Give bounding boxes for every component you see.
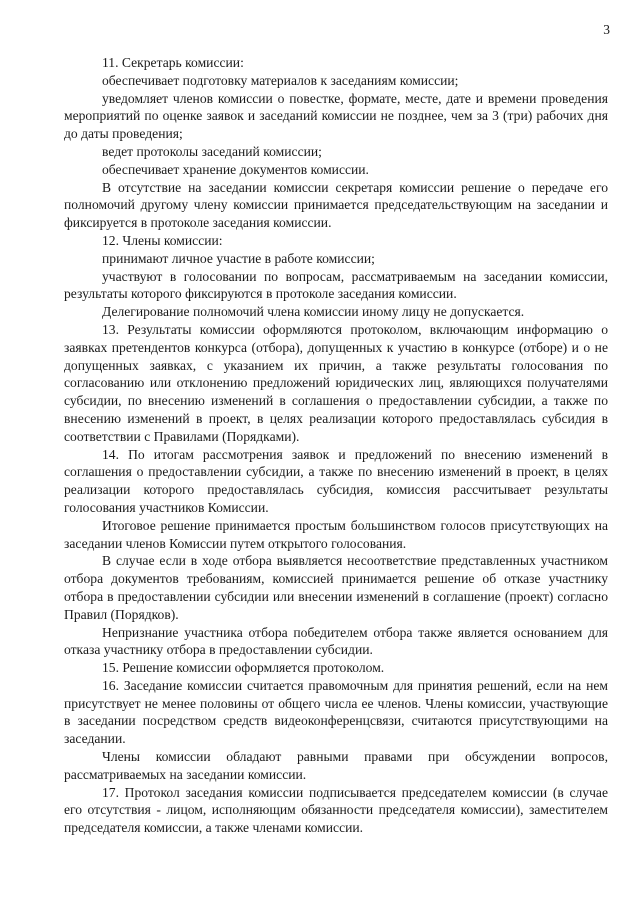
paragraph: уведомляет членов комиссии о повестке, формате, месте, дате и времени проведения мероприятий по оценке заявок и заседаний комиссии не позднее, чем за 3 (три) рабочих дня до даты проведения; [64,90,608,142]
document-body [64,54,608,837]
paragraph-11-heading: 11. Секретарь комиссии: [102,55,244,70]
paragraph: Итоговое решение принимается простым большинством голосов присутствующих на заседании членов Комиссии путем открытого голосования. [64,517,608,551]
paragraph: принимают личное участие в работе комиссии; [102,250,375,266]
paragraph: ведет протоколы заседаний комиссии; [102,143,322,159]
paragraph: В отсутствие на заседании комиссии секретаря комиссии решение о передаче его полномочий другому члену комиссии принимается председательствующим на заседании и фиксируется в протоколе заседания комиссии. [64,179,608,231]
page-number: 3 [603,22,610,37]
paragraph-15: 15. Решение комиссии оформляется протоколом. [102,660,385,676]
paragraph-14: 14. По итогам рассмотрения заявок и предложений по внесению изменений в соглашения о предоставлении субсидии, а также по внесению изменений в проект, в целях реализации которого предоставлялась субсидия, комиссия рассчитывает результаты голосования участников Комиссии. [64,446,608,515]
paragraph: Члены комиссии обладают равными правами при обсуждении вопросов, рассматриваемых на заседании комиссии. [64,749,608,782]
paragraph-16: 16. Заседание комиссии считается правомочным для принятия решений, если на нем присутствует не менее половины от общего числа ее членов. Члены комиссии, участвующие в заседании посредством средств видеоконференцсвязи, считаются присутствующими на заседании. [64,677,608,747]
paragraph-13: 13. Результаты комиссии оформляются протоколом, включающим информацию о заявках претендентов конкурса (отбора), допущенных к участию в конкурсе (отборе) и о не допущенных заявках, с указанием их причин, а также результаты голосования по согласованию или отклонению предложений юридических лиц, являющихся получателями субсидии, по внесению изменений в соглашения о предоставлении субсидии, а также по внесению изменений в проект, в целях реализации которого предоставлялась субсидия в соответствии с Правилами (Порядками). [64,321,608,444]
paragraph: участвуют в голосовании по вопросам, рассматриваемым на заседании комиссии, результаты которого фиксируются в протоколе заседания комиссии. [64,268,608,302]
paragraph-17: 17. Протокол заседания комиссии подписывается председателем комиссии (в случае его отсутствия - лицом, исполняющим обязанности председателя комиссии), заместителем председателя комиссии, а также членами комиссии. [64,784,608,836]
paragraph: обеспечивает подготовку материалов к заседаниям комиссии; [102,72,459,88]
paragraph: обеспечивает хранение документов комиссии. [102,161,369,177]
paragraph-12-heading: 12. Члены комиссии: [102,232,223,248]
paragraph: В случае если в ходе отбора выявляется несоответствие представленных участником отбора документов требованиям, комиссией принимается решение об отказе участнику отбора в предоставлении субсидии или внесении изменений в соглашение (проект) согласно Правил (Порядков). [64,553,608,622]
paragraph: Делегирование полномочий члена комиссии иному лицу не допускается. [102,304,525,320]
paragraph: Непризнание участника отбора победителем отбора также является основанием для отказа участнику отбора в предоставлении субсидии. [64,624,608,658]
